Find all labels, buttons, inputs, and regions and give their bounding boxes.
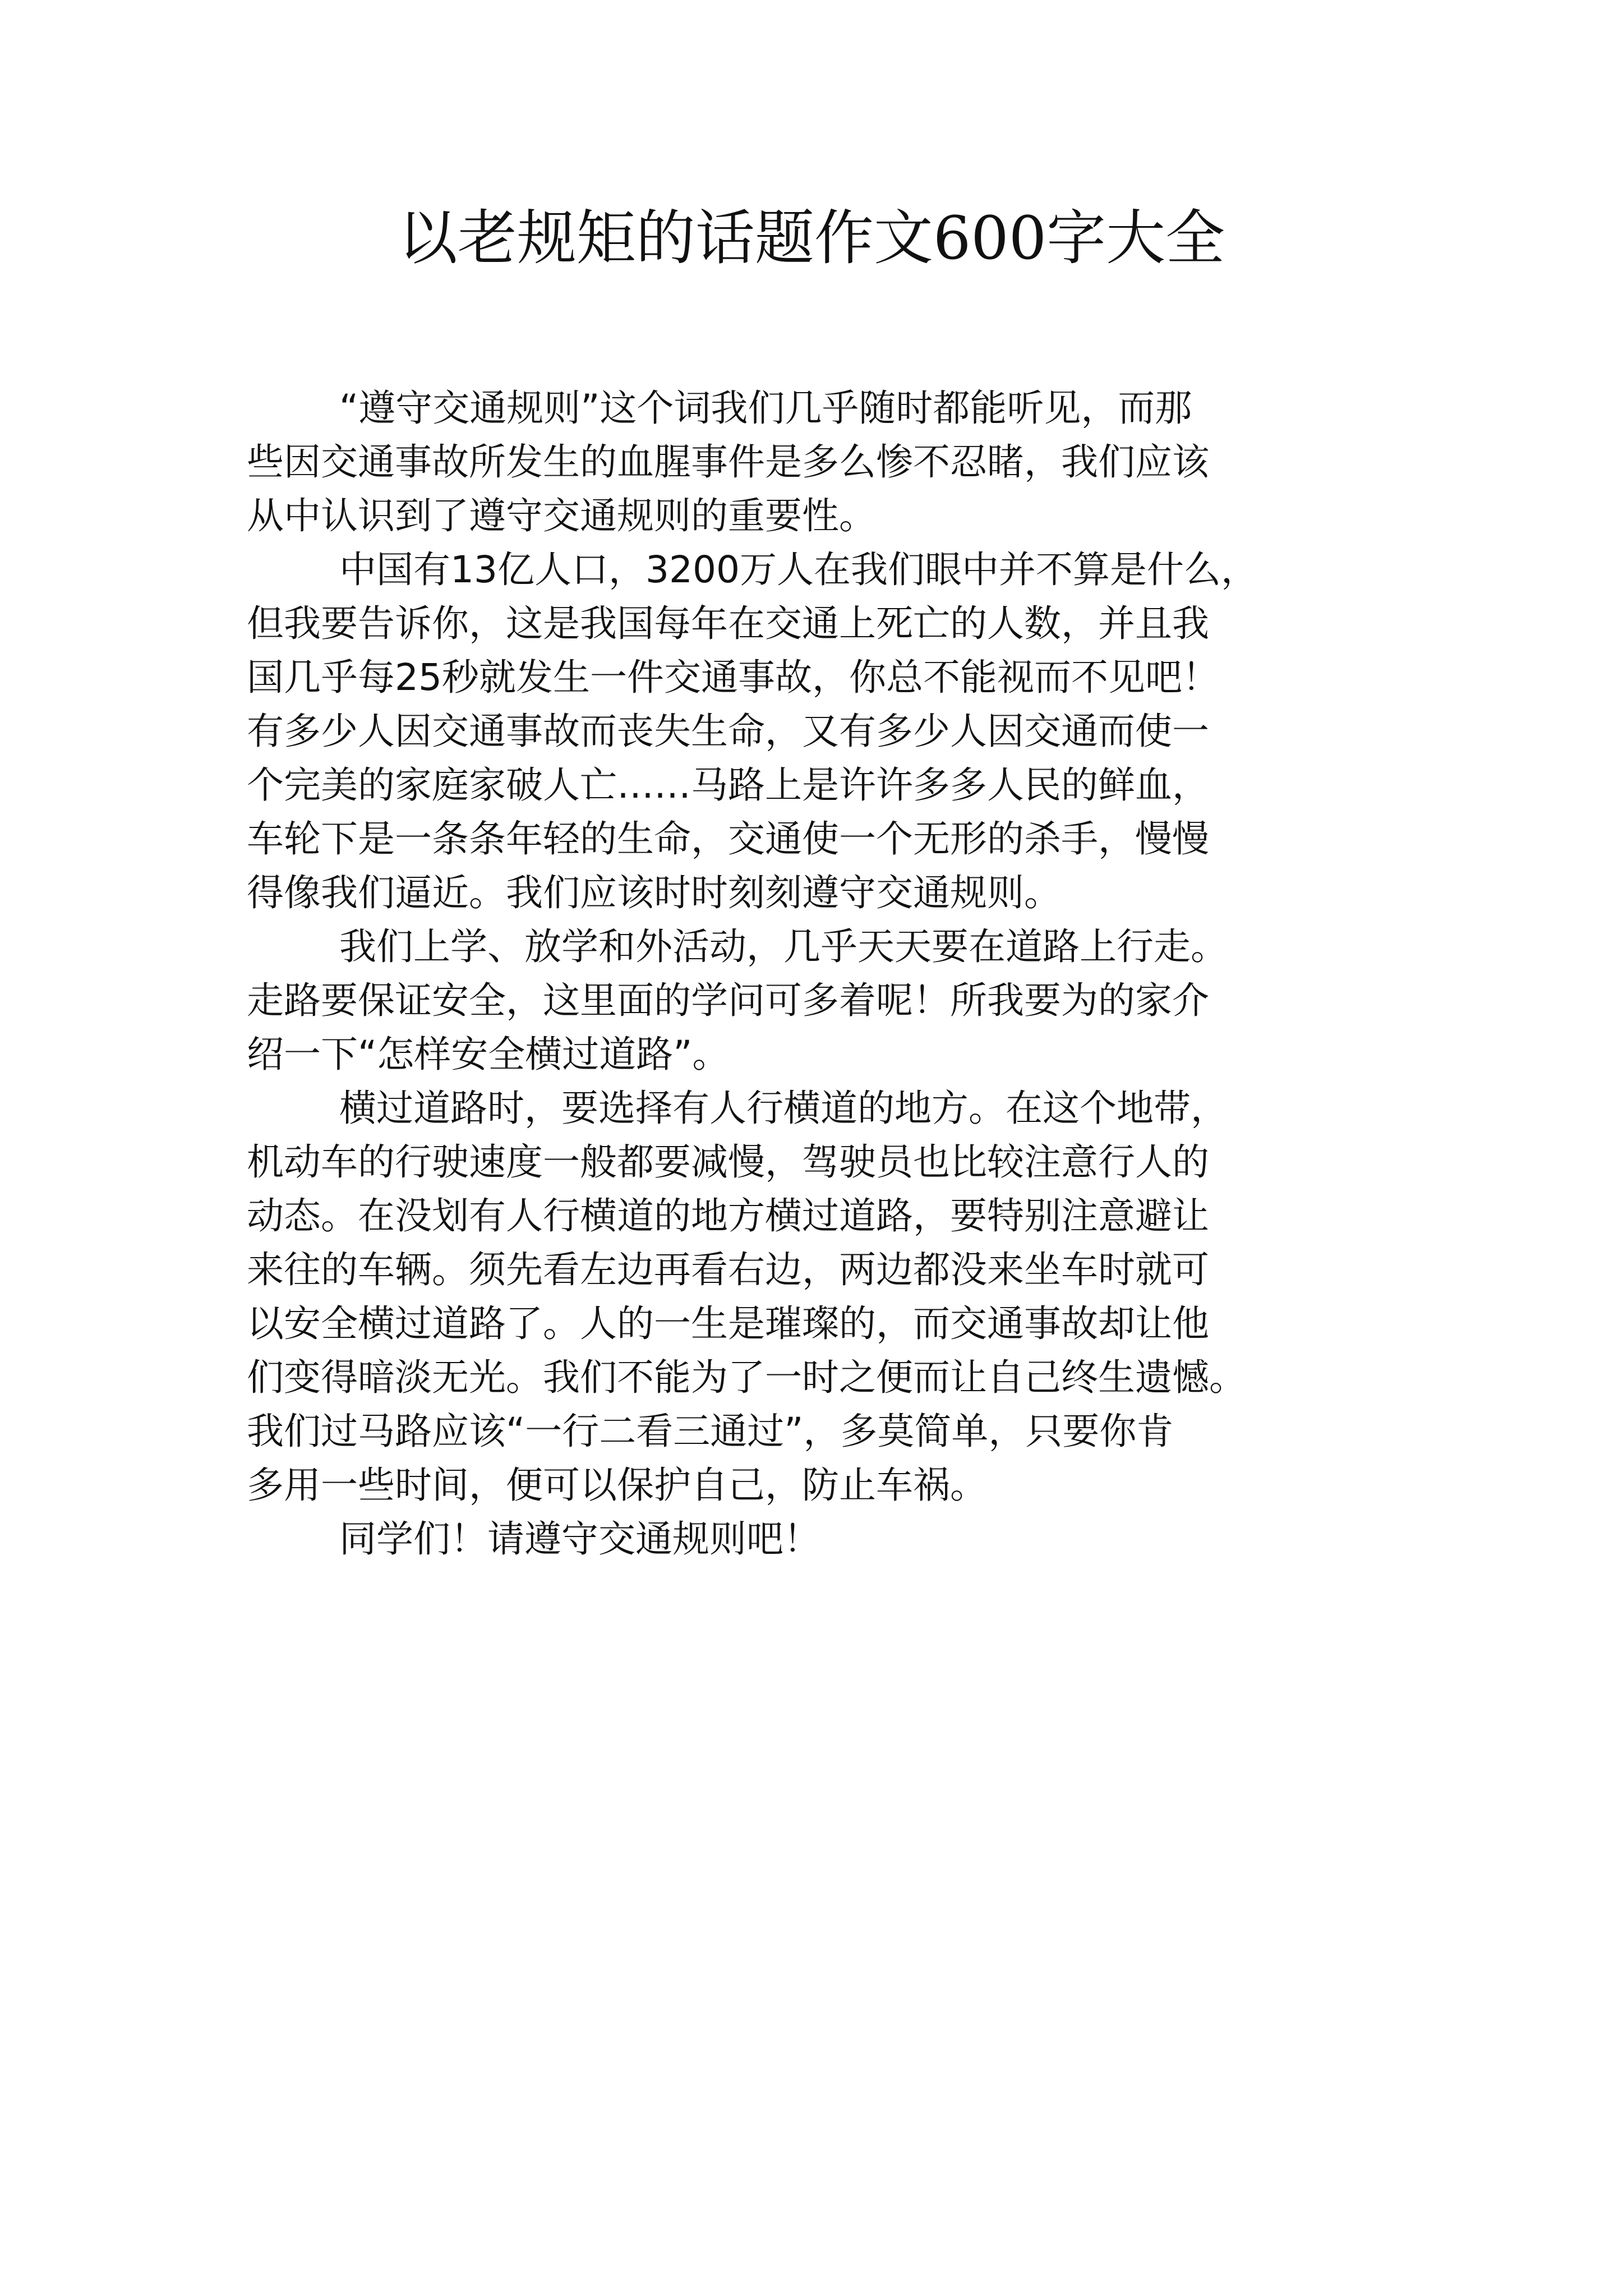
paragraph bbox=[247, 920, 1385, 1082]
text-line: 动态。在没划有人行横道的地方横过道路，要特别注意避让 bbox=[247, 1194, 1209, 1237]
text-line: 从中认识到了遵守交通规则的重要性。 bbox=[247, 494, 876, 537]
text-line: 得像我们逼近。我们应该时时刻刻遵守交通规则。 bbox=[247, 871, 1061, 914]
text-line: 个完美的家庭家破人亡……马路上是许许多多人民的鲜血， bbox=[247, 763, 1209, 807]
text-line: 横过道路时，要选择有人行横道的地方。在这个地带， bbox=[339, 1087, 1228, 1130]
text-line: “遵守交通规则”这个词我们几乎随时都能听见，而那 bbox=[339, 386, 1192, 430]
text-line: 走路要保证安全，这里面的学问可多着呢！所我要为的家介 bbox=[247, 979, 1209, 1022]
text-line: 同学们！请遵守交通规则吧！ bbox=[339, 1517, 820, 1561]
paragraph bbox=[247, 381, 1385, 543]
text-line: 有多少人因交通事故而丧失生命，又有多少人因交通而使一 bbox=[247, 710, 1209, 753]
text-line: 我们过马路应该“一行二看三通过”，多莫简单，只要你肯 bbox=[247, 1410, 1174, 1453]
paragraph bbox=[247, 1082, 1385, 1512]
text-line: 机动车的行驶速度一般都要减慢，驾驶员也比较注意行人的 bbox=[247, 1140, 1209, 1184]
paragraph bbox=[247, 543, 1385, 920]
text-line: 但我要告诉你，这是我国每年在交通上死亡的人数，并且我 bbox=[247, 602, 1209, 645]
text-line: 国几乎每25秒就发生一件交通事故，你总不能视而不见吧！ bbox=[247, 656, 1219, 699]
paragraph bbox=[247, 1512, 1385, 1566]
text-line: 多用一些时间，便可以保护自己，防止车祸。 bbox=[247, 1464, 987, 1507]
document-title: 以老规矩的话题作文600字大全 bbox=[398, 204, 1225, 273]
text-line: 些因交通事故所发生的血腥事件是多么惨不忍睹，我们应该 bbox=[247, 440, 1209, 484]
text-line: 来往的车辆。须先看左边再看右边，两边都没来坐车时就可 bbox=[247, 1248, 1209, 1291]
text-line: 绍一下“怎样安全横过道路”。 bbox=[247, 1033, 730, 1076]
text-line: 们变得暗淡无光。我们不能为了一时之便而让自己终生遗憾。 bbox=[247, 1356, 1246, 1399]
text-line: 中国有13亿人口，3200万人在我们眼中并不算是什么， bbox=[339, 548, 1258, 591]
document-body bbox=[247, 381, 1385, 1566]
text-line: 我们上学、放学和外活动，几乎天天要在道路上行走。 bbox=[339, 925, 1228, 968]
text-line: 以安全横过道路了。人的一生是璀璨的，而交通事故却让他 bbox=[247, 1302, 1209, 1345]
text-line: 车轮下是一条条年轻的生命，交通使一个无形的杀手，慢慢 bbox=[247, 817, 1209, 861]
